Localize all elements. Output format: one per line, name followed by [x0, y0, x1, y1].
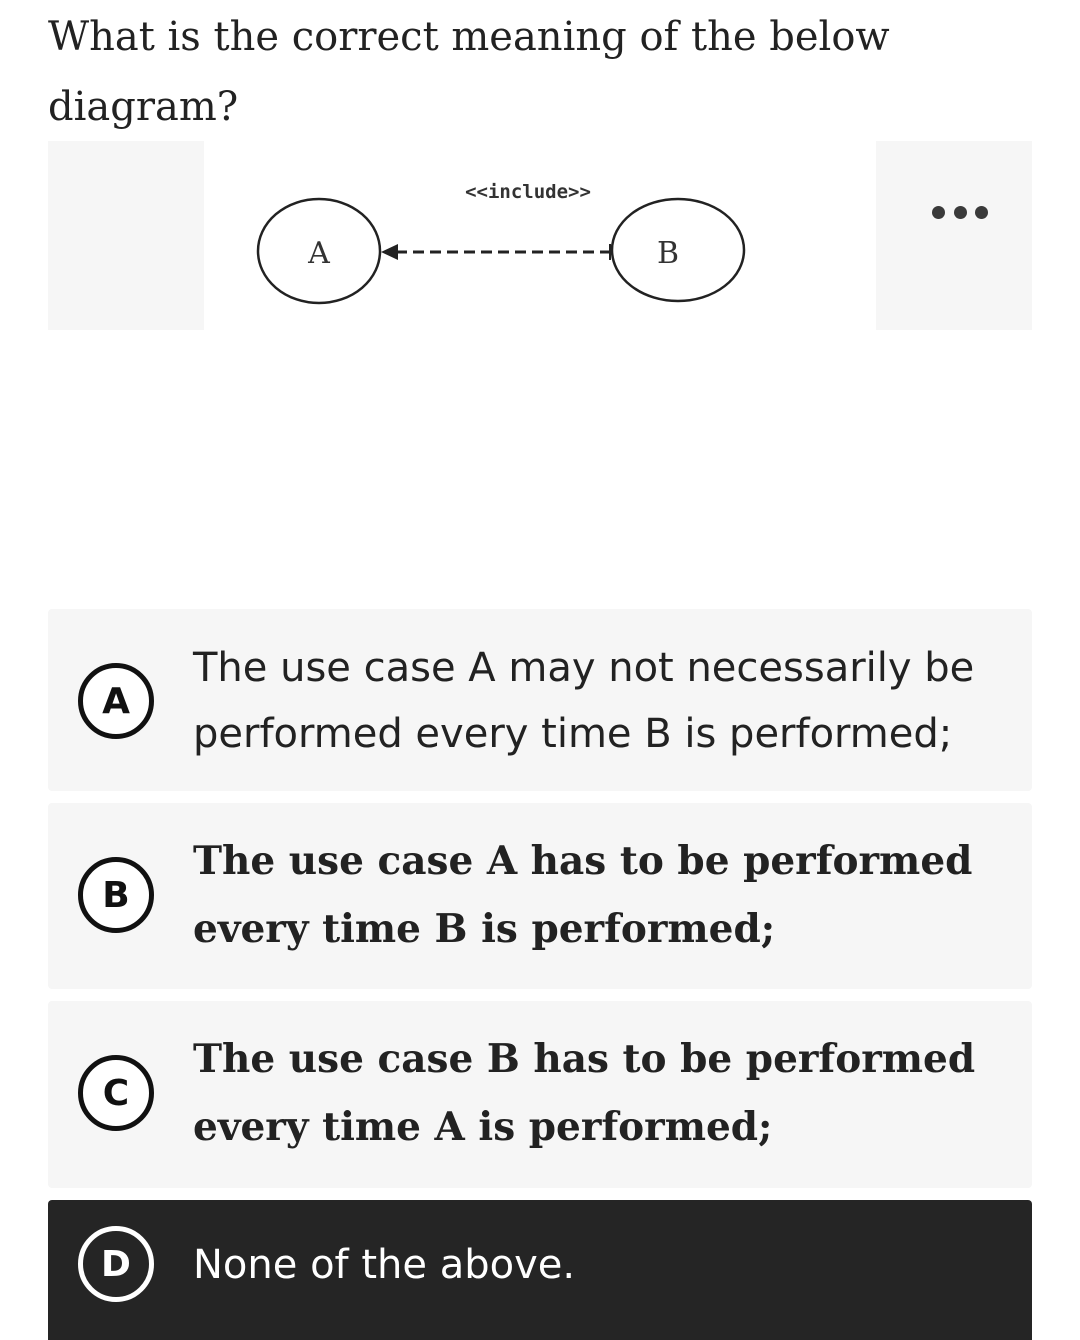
use-case-diagram — [248, 170, 758, 320]
image-side-panel-left — [48, 141, 204, 330]
option-d-badge: D — [78, 1226, 154, 1302]
image-side-panel-right — [876, 141, 1032, 330]
use-case-b-label: B — [656, 236, 680, 271]
include-stereotype-label: <<include>> — [465, 181, 591, 203]
option-b-badge: B — [78, 857, 154, 933]
include-arrowhead — [381, 244, 398, 260]
option-c-badge: C — [78, 1055, 154, 1131]
option-c[interactable] — [48, 1001, 1032, 1188]
option-d-selected[interactable] — [48, 1200, 1032, 1340]
question-text: What is the correct meaning of the below diagram? — [48, 14, 890, 130]
option-a[interactable] — [48, 609, 1032, 791]
option-a-text: The use case A may not necessarily be performed every time B is performed; — [193, 645, 975, 757]
option-d-text: None of the above. — [193, 1242, 576, 1288]
option-c-text: The use case B has to be performed every time A is performed; — [193, 1036, 976, 1150]
option-a-badge: A — [78, 663, 154, 739]
more-horizontal-icon[interactable] — [932, 202, 988, 222]
option-b[interactable] — [48, 803, 1032, 989]
use-case-a-label: A — [308, 236, 330, 271]
option-b-text: The use case A has to be performed every time B is performed; — [193, 838, 973, 952]
